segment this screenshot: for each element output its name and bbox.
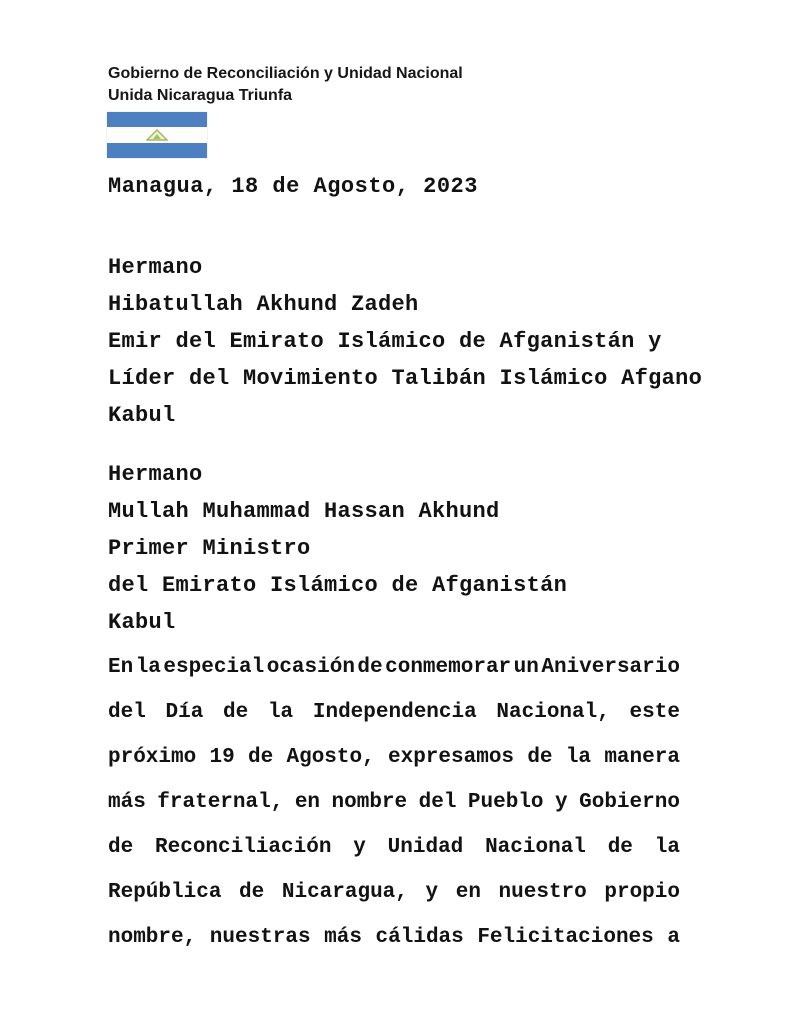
body-word: Nacional [485,836,586,859]
body-word: del [418,791,457,814]
body-word: Gobierno [579,791,680,814]
letterhead-line-2: Unida Nicaragua Triunfa [108,87,293,104]
body-word: especial [163,656,265,679]
body-word: la [654,836,680,859]
body-word: Felicitaciones [477,926,654,949]
body-word: cálidas [375,926,464,949]
body-word: de [607,836,633,859]
nicaragua-flag-image [107,112,207,158]
body-text-line [108,915,680,960]
body-word: 19 [209,746,235,769]
body-word: propio [604,881,680,904]
flag-stripe-blue-bottom [107,143,207,158]
body-word: a [667,926,680,949]
recipient-2-name: Mullah Muhammad Hassan Akhund [108,499,500,524]
recipient-2-salutation: Hermano [108,462,203,487]
body-word: del [108,701,146,724]
recipient-1-salutation: Hermano [108,255,203,280]
flag-stripe-white [107,127,207,142]
body-word: y [353,836,366,859]
body-word: un [513,656,539,679]
body-text-line [108,870,680,915]
body-text-line [108,825,680,870]
body-word: Agosto, [286,746,375,769]
body-word: y [425,881,439,904]
flag-emblem-icon [146,129,168,141]
body-word: la [565,746,592,769]
body-word: de [357,656,383,679]
body-word: en [455,881,481,904]
body-text-line [108,735,680,780]
recipient-1-name: Hibatullah Akhund Zadeh [108,292,419,317]
date-line: Managua, 18 de Agosto, 2023 [108,174,478,199]
recipient-1-title-line-1: Emir del Emirato Islámico de Afganistán y [108,329,662,354]
body-word: Unidad [387,836,464,859]
body-word: en [294,791,321,814]
body-word: expresamos [388,746,515,769]
body-word: la [267,701,294,724]
body-word: República [108,881,222,904]
recipient-2-title-line-1: Primer Ministro [108,536,311,561]
body-word: Pueblo [467,791,544,814]
recipient-1-title-line-2: Líder del Movimiento Talibán Islámico Afgano [108,366,703,391]
body-word: manera [604,746,680,769]
body-word: Independencia [312,701,477,724]
body-text-line [108,780,680,825]
flag-stripe-blue-top [107,112,207,127]
body-word: nuestras [209,926,311,949]
body-word: este [629,701,680,724]
body-word: fraternal, [157,791,284,814]
recipient-block-1 [108,249,791,434]
body-word: de [108,836,134,859]
body-word: de [248,746,274,769]
body-word: En [108,656,134,679]
recipient-block-2 [108,456,791,641]
body-word: de [223,701,249,724]
body-text-line [108,690,680,735]
body-word: Día [165,701,204,724]
body-word: de [527,746,553,769]
body-word: de [239,881,265,904]
body-word: nombre, [108,926,197,949]
body-word: Reconciliación [155,836,332,859]
recipient-2-title-line-2: del Emirato Islámico de Afganistán [108,573,568,598]
letterhead [108,63,791,107]
recipient-1-city: Kabul [108,403,176,428]
body-word: más [108,791,146,814]
body-word: Nicaragua, [281,881,408,904]
body-word: Aniversario [541,656,680,679]
body-word: la [135,656,161,679]
body-word: más [324,926,362,949]
body-word: conmemorar [385,656,512,679]
body-paragraph [108,645,680,960]
recipient-2-city: Kabul [108,610,176,635]
body-word: Nacional, [496,701,610,724]
body-word: próximo [108,746,197,769]
letterhead-line-1: Gobierno de Reconciliación y Unidad Nacional [108,65,463,82]
body-text-line [108,645,680,690]
body-word: ocasión [266,656,355,679]
body-word: nuestro [498,881,587,904]
body-word: y [555,791,568,814]
body-word: nombre [331,791,408,814]
